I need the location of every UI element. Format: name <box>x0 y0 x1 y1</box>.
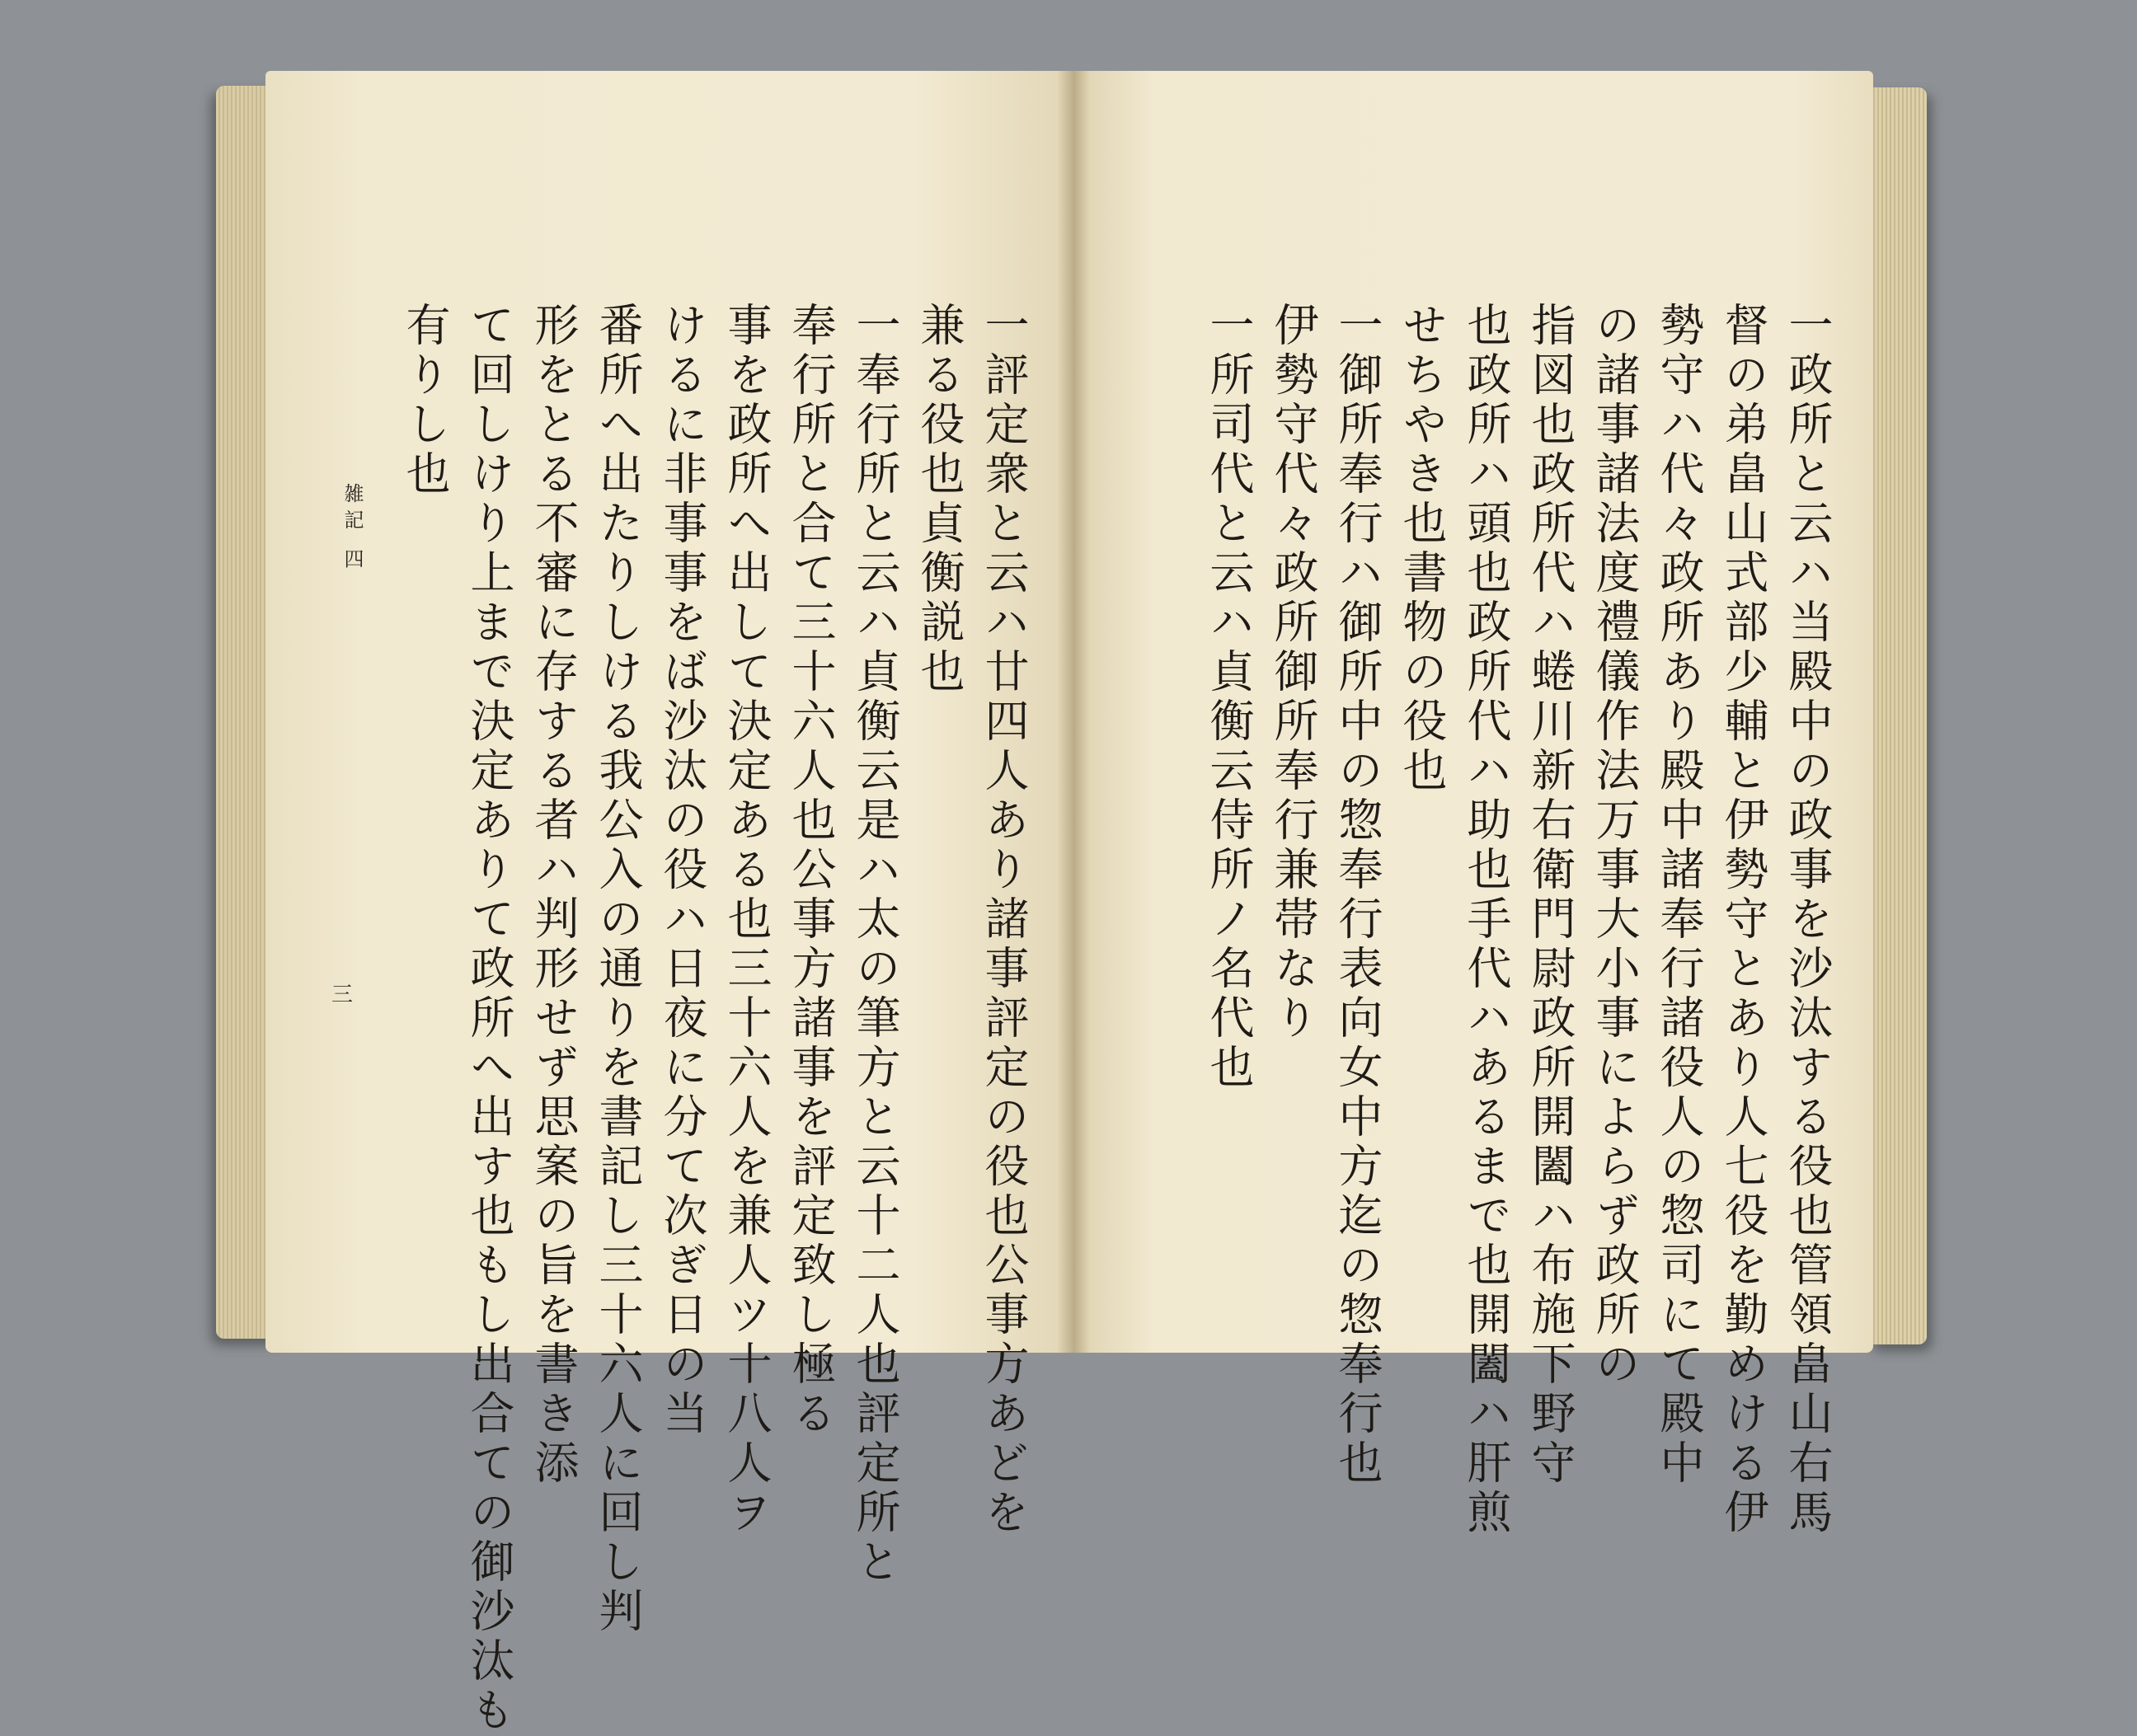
right-column-8: 一御所奉行ハ御所中の惣奉行表向女中方迄の惣奉行也 <box>1332 302 1383 1489</box>
left-column-10: 有りし也 <box>399 302 451 500</box>
open-book <box>216 71 1927 1736</box>
page-stack-right <box>1869 87 1927 1344</box>
left-column-6: けるに非事事をば沙汰の役ハ日夜に分て次ぎ日の当 <box>656 302 708 1439</box>
right-column-1: 一政所と云ハ当殿中の政事を沙汰する役也管領畠山右馬 <box>1782 302 1834 1538</box>
page-folio: 三 <box>331 983 354 1007</box>
right-column-4: の諸事諸法度禮儀作法万事大小事によらず政所の <box>1589 302 1641 1390</box>
left-column-8: 形をとる不審に存する者ハ判形せず思案の旨を書き添 <box>528 302 580 1489</box>
left-column-2: 兼る役也貞衡説也 <box>914 302 965 697</box>
right-column-6: 也政所ハ頭也政所代ハ助也手代ハあるまで也開闔ハ肝煎 <box>1460 302 1512 1538</box>
right-column-10: 一所司代と云ハ貞衡云侍所ノ名代也 <box>1203 302 1255 1093</box>
left-column-3: 一奉行所と云ハ貞衡云是ハ太の筆方と云十二人也評定所と <box>849 302 901 1588</box>
left-column-9: て回しけり上まで決定ありて政所へ出す也もし出合ての御沙汰も <box>463 302 515 1736</box>
book-gutter <box>1057 71 1090 1353</box>
left-column-1: 一評定衆と云ハ廿四人あり諸事評定の役也公事方あどを <box>978 302 1030 1538</box>
left-column-4: 奉行所と合て三十六人也公事方諸事を評定致し極る <box>785 302 837 1439</box>
right-column-3: 勢守ハ代々政所あり殿中諸奉行諸役人の惣司にて殿中 <box>1653 302 1705 1489</box>
left-column-5: 事を政所へ出して決定ある也三十六人を兼人ツ十八人ヲ <box>721 302 773 1538</box>
left-column-7: 番所へ出たりしける我公入の通りを書記し三十六人に回し判 <box>592 302 644 1637</box>
right-column-2: 督の弟畠山式部少輔と伊勢守とあり人七役を勤めける伊 <box>1717 302 1769 1538</box>
right-column-7: せちやき也書物の役也 <box>1396 302 1448 796</box>
right-column-9: 伊勢守代々政所御所奉行兼帯なり <box>1267 302 1319 1044</box>
running-title: 雑記 四 <box>341 483 364 575</box>
right-column-5: 指図也政所代ハ蜷川新右衛門尉政所開闔ハ布施下野守 <box>1524 302 1576 1489</box>
right-page <box>1073 71 1873 1538</box>
left-page <box>265 71 1073 1736</box>
